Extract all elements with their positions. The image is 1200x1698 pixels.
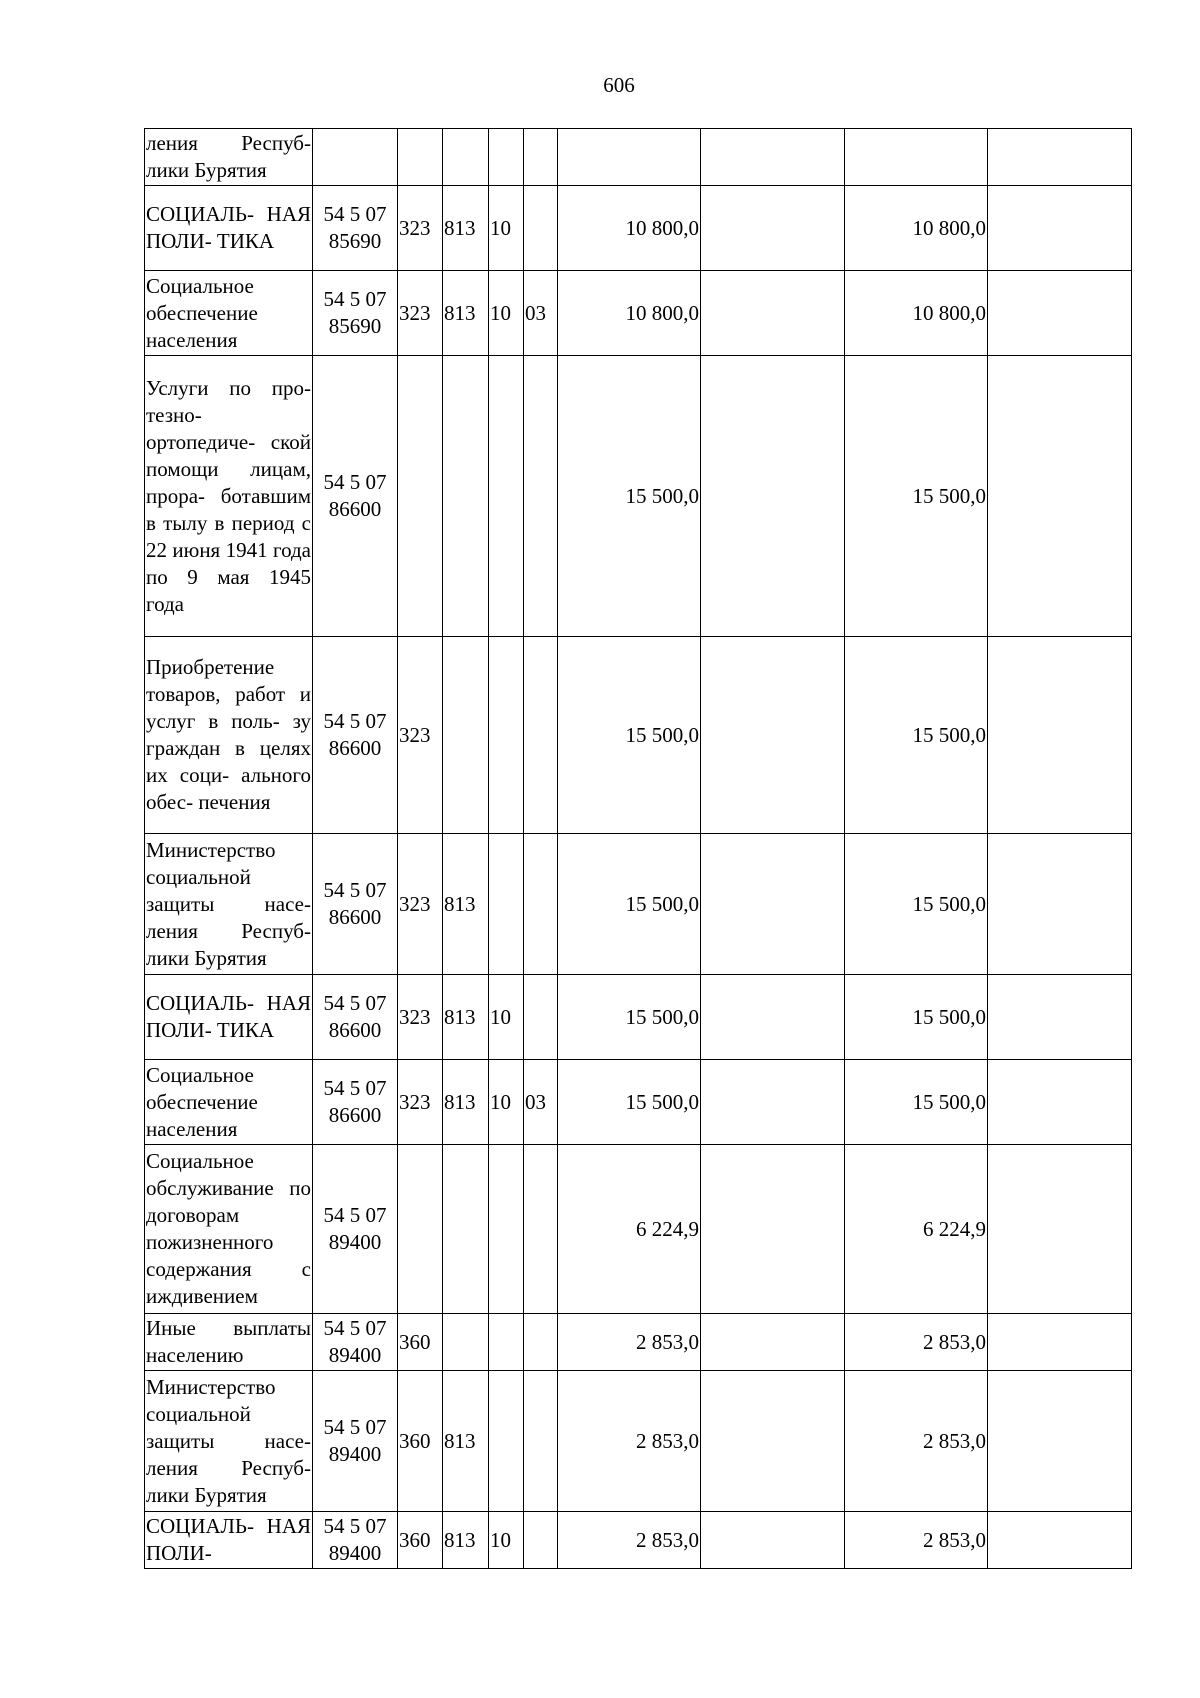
subsection-cell bbox=[524, 129, 558, 186]
transfers-amount-cell bbox=[701, 271, 845, 356]
subsection-cell: 03 bbox=[524, 1060, 558, 1145]
budget-table bbox=[144, 128, 1132, 1569]
subsection-cell bbox=[524, 1512, 558, 1569]
expense-type-cell: 323 bbox=[398, 834, 443, 975]
total-amount-cell: 15 500,0 bbox=[558, 834, 701, 975]
transfers-amount-cell bbox=[701, 356, 845, 637]
target-article-cell: 54 5 07 89400 bbox=[313, 1512, 398, 1569]
table-row bbox=[145, 186, 1132, 271]
admin-code-cell: 813 bbox=[443, 975, 489, 1060]
row-name-cell: СОЦИАЛЬ- НАЯ ПОЛИ- ТИКА bbox=[145, 975, 313, 1060]
row-name-cell: ления Респуб- лики Бурятия bbox=[145, 129, 313, 186]
row-name-cell: Министерство социальной защиты насе- ления Респуб- лики Бурятия bbox=[145, 834, 313, 975]
transfers-amount-cell bbox=[701, 129, 845, 186]
admin-code-cell bbox=[443, 356, 489, 637]
expense-type-cell: 360 bbox=[398, 1371, 443, 1512]
table-row bbox=[145, 356, 1132, 637]
subsection-cell bbox=[524, 1145, 558, 1314]
subsection-cell bbox=[524, 186, 558, 271]
own-funds-amount-cell: 2 853,0 bbox=[845, 1314, 988, 1371]
transfers-amount-cell bbox=[701, 1145, 845, 1314]
total-amount-cell: 15 500,0 bbox=[558, 637, 701, 834]
own-funds-amount-cell bbox=[845, 129, 988, 186]
row-name-cell: СОЦИАЛЬ- НАЯ ПОЛИ- ТИКА bbox=[145, 186, 313, 271]
target-article-cell: 54 5 07 85690 bbox=[313, 186, 398, 271]
section-cell: 10 bbox=[489, 1512, 524, 1569]
section-cell bbox=[489, 356, 524, 637]
own-funds-amount-cell: 15 500,0 bbox=[845, 1060, 988, 1145]
subsection-cell bbox=[524, 975, 558, 1060]
table-row bbox=[145, 1060, 1132, 1145]
row-name-cell: Министерство социальной защиты насе- ления Респуб- лики Бурятия bbox=[145, 1371, 313, 1512]
section-cell: 10 bbox=[489, 186, 524, 271]
own-funds-amount-cell: 10 800,0 bbox=[845, 271, 988, 356]
total-amount-cell: 6 224,9 bbox=[558, 1145, 701, 1314]
section-cell bbox=[489, 129, 524, 186]
expense-type-cell bbox=[398, 1145, 443, 1314]
table-row bbox=[145, 271, 1132, 356]
own-funds-amount-cell: 15 500,0 bbox=[845, 834, 988, 975]
admin-code-cell: 813 bbox=[443, 834, 489, 975]
extra-cell bbox=[988, 129, 1132, 186]
transfers-amount-cell bbox=[701, 1512, 845, 1569]
transfers-amount-cell bbox=[701, 834, 845, 975]
section-cell: 10 bbox=[489, 1060, 524, 1145]
extra-cell bbox=[988, 271, 1132, 356]
admin-code-cell bbox=[443, 637, 489, 834]
extra-cell bbox=[988, 186, 1132, 271]
target-article-cell: 54 5 07 89400 bbox=[313, 1371, 398, 1512]
row-name-cell: Услуги по про- тезно- ортопедиче- ской помощи лицам, прора- ботавшим в тылу в период с 22 июня 1941 года по 9 мая 1945 года bbox=[145, 356, 313, 637]
transfers-amount-cell bbox=[701, 1060, 845, 1145]
subsection-cell bbox=[524, 356, 558, 637]
section-cell bbox=[489, 637, 524, 834]
extra-cell bbox=[988, 1512, 1132, 1569]
expense-type-cell: 360 bbox=[398, 1314, 443, 1371]
total-amount-cell: 15 500,0 bbox=[558, 356, 701, 637]
table-row bbox=[145, 1145, 1132, 1314]
total-amount-cell: 10 800,0 bbox=[558, 186, 701, 271]
total-amount-cell: 2 853,0 bbox=[558, 1371, 701, 1512]
expense-type-cell: 323 bbox=[398, 1060, 443, 1145]
extra-cell bbox=[988, 1371, 1132, 1512]
transfers-amount-cell bbox=[701, 1371, 845, 1512]
expense-type-cell: 323 bbox=[398, 271, 443, 356]
section-cell: 10 bbox=[489, 271, 524, 356]
admin-code-cell: 813 bbox=[443, 1060, 489, 1145]
section-cell bbox=[489, 1314, 524, 1371]
total-amount-cell: 15 500,0 bbox=[558, 1060, 701, 1145]
table-row bbox=[145, 637, 1132, 834]
extra-cell bbox=[988, 356, 1132, 637]
row-name-cell: Приобретение товаров, работ и услуг в поль- зу граждан в целях их соци- ального обес- печения bbox=[145, 637, 313, 834]
admin-code-cell: 813 bbox=[443, 1371, 489, 1512]
extra-cell bbox=[988, 834, 1132, 975]
target-article-cell: 54 5 07 89400 bbox=[313, 1145, 398, 1314]
row-name-cell: Социальное обеспечение населения bbox=[145, 1060, 313, 1145]
expense-type-cell bbox=[398, 129, 443, 186]
section-cell: 10 bbox=[489, 975, 524, 1060]
extra-cell bbox=[988, 637, 1132, 834]
total-amount-cell bbox=[558, 129, 701, 186]
row-name-cell: Социальное обеспечение населения bbox=[145, 271, 313, 356]
own-funds-amount-cell: 2 853,0 bbox=[845, 1371, 988, 1512]
admin-code-cell: 813 bbox=[443, 1512, 489, 1569]
table-row bbox=[145, 975, 1132, 1060]
section-cell bbox=[489, 1371, 524, 1512]
row-name-cell: Социальное обслуживание по договорам пожизненного содержания с иждивением bbox=[145, 1145, 313, 1314]
total-amount-cell: 15 500,0 bbox=[558, 975, 701, 1060]
section-cell bbox=[489, 1145, 524, 1314]
total-amount-cell: 2 853,0 bbox=[558, 1314, 701, 1371]
admin-code-cell: 813 bbox=[443, 186, 489, 271]
subsection-cell bbox=[524, 834, 558, 975]
page-number: 606 bbox=[603, 73, 635, 97]
expense-type-cell bbox=[398, 356, 443, 637]
admin-code-cell bbox=[443, 1145, 489, 1314]
own-funds-amount-cell: 15 500,0 bbox=[845, 975, 988, 1060]
table-row bbox=[145, 1512, 1132, 1569]
extra-cell bbox=[988, 1145, 1132, 1314]
target-article-cell: 54 5 07 85690 bbox=[313, 271, 398, 356]
own-funds-amount-cell: 2 853,0 bbox=[845, 1512, 988, 1569]
admin-code-cell: 813 bbox=[443, 271, 489, 356]
extra-cell bbox=[988, 975, 1132, 1060]
target-article-cell: 54 5 07 86600 bbox=[313, 356, 398, 637]
admin-code-cell bbox=[443, 1314, 489, 1371]
total-amount-cell: 10 800,0 bbox=[558, 271, 701, 356]
table-row bbox=[145, 834, 1132, 975]
own-funds-amount-cell: 10 800,0 bbox=[845, 186, 988, 271]
subsection-cell bbox=[524, 637, 558, 834]
own-funds-amount-cell: 6 224,9 bbox=[845, 1145, 988, 1314]
table-row bbox=[145, 1371, 1132, 1512]
row-name-cell: Иные выплаты населению bbox=[145, 1314, 313, 1371]
target-article-cell: 54 5 07 86600 bbox=[313, 975, 398, 1060]
subsection-cell bbox=[524, 1371, 558, 1512]
section-cell bbox=[489, 834, 524, 975]
target-article-cell bbox=[313, 129, 398, 186]
total-amount-cell: 2 853,0 bbox=[558, 1512, 701, 1569]
target-article-cell: 54 5 07 89400 bbox=[313, 1314, 398, 1371]
expense-type-cell: 323 bbox=[398, 186, 443, 271]
row-name-cell: СОЦИАЛЬ- НАЯ ПОЛИ- bbox=[145, 1512, 313, 1569]
extra-cell bbox=[988, 1060, 1132, 1145]
expense-type-cell: 360 bbox=[398, 1512, 443, 1569]
own-funds-amount-cell: 15 500,0 bbox=[845, 637, 988, 834]
admin-code-cell bbox=[443, 129, 489, 186]
target-article-cell: 54 5 07 86600 bbox=[313, 834, 398, 975]
table-row bbox=[145, 1314, 1132, 1371]
transfers-amount-cell bbox=[701, 186, 845, 271]
transfers-amount-cell bbox=[701, 1314, 845, 1371]
target-article-cell: 54 5 07 86600 bbox=[313, 1060, 398, 1145]
transfers-amount-cell bbox=[701, 637, 845, 834]
table-row bbox=[145, 129, 1132, 186]
transfers-amount-cell bbox=[701, 975, 845, 1060]
own-funds-amount-cell: 15 500,0 bbox=[845, 356, 988, 637]
expense-type-cell: 323 bbox=[398, 975, 443, 1060]
extra-cell bbox=[988, 1314, 1132, 1371]
subsection-cell: 03 bbox=[524, 271, 558, 356]
target-article-cell: 54 5 07 86600 bbox=[313, 637, 398, 834]
expense-type-cell: 323 bbox=[398, 637, 443, 834]
subsection-cell bbox=[524, 1314, 558, 1371]
